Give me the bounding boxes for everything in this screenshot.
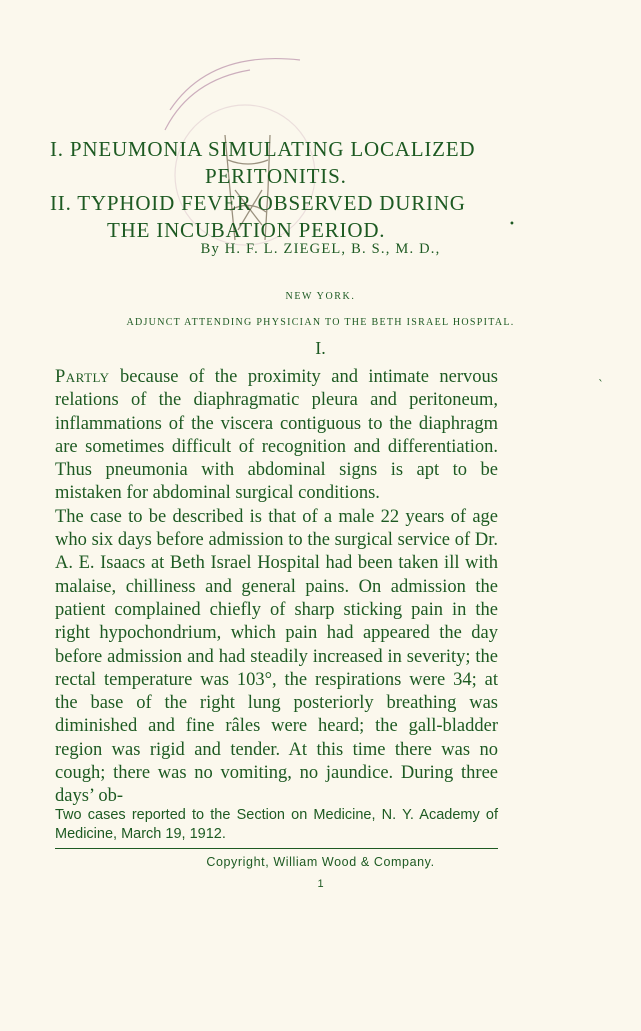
title-line-4: THE INCUBATION PERIOD. xyxy=(107,218,386,242)
paragraph-2: The case to be described is that of a male 22 years of age who six days before admission to the surgical service of Dr. A. E. Isaacs at Beth Israel Hospital had been taken ill with malaise, chilliness and general pains. On admission the patient complained chiefly of sharp sticking pain in the right hypochondrium, which pain had appeared the day before admission and had steadily increased in severity; the rectal temperature was 103°, the respirations were 34; at the base of the right lung posteriorly breathing was diminished and fine râles were heard; the gall-bladder region was rigid and tender. At this time there was no cough; there was no vomiting, no jaundice. During three days’ ob- xyxy=(55,506,498,807)
author-affiliation: ADJUNCT ATTENDING PHYSICIAN TO THE BETH ISRAEL HOSPITAL. xyxy=(126,317,515,328)
author-city: NEW YORK. xyxy=(285,291,356,302)
page-number: 1 xyxy=(317,878,324,890)
article-body xyxy=(55,366,498,809)
paragraph-lead-word: Partly xyxy=(55,367,110,387)
title-line-1: I. PNEUMONIA SIMULATING LOCALIZED xyxy=(50,137,476,161)
footnote: Two cases reported to the Section on Medicine, N. Y. Academy of Medicine, March 19, 1912. xyxy=(55,807,498,842)
title-line-3: II. TYPHOID FEVER OBSERVED DURING xyxy=(50,191,466,215)
title-line-2: PERITONITIS. xyxy=(205,164,347,188)
paragraph-1 xyxy=(55,366,498,506)
section-number: I. xyxy=(315,338,326,358)
footnote-divider xyxy=(55,848,498,849)
copyright-notice: Copyright, William Wood & Company. xyxy=(206,855,435,869)
stray-ink-mark-margin: ˋ xyxy=(598,378,604,392)
author-byline: By H. F. L. ZIEGEL, B. S., M. D., xyxy=(200,241,441,257)
article-title-block xyxy=(50,136,570,244)
paragraph-1-text: because of the proximity and intimate nervous relations of the diaphragmatic pleura and peritoneum, inflammations of the viscera contiguous to the diaphragm are sometimes difficult of recognition and differentiation. Thus pneumonia with abdominal signs is apt to be mistaken for abdominal surgical conditions. xyxy=(55,367,498,504)
stray-ink-mark: • xyxy=(509,219,515,230)
